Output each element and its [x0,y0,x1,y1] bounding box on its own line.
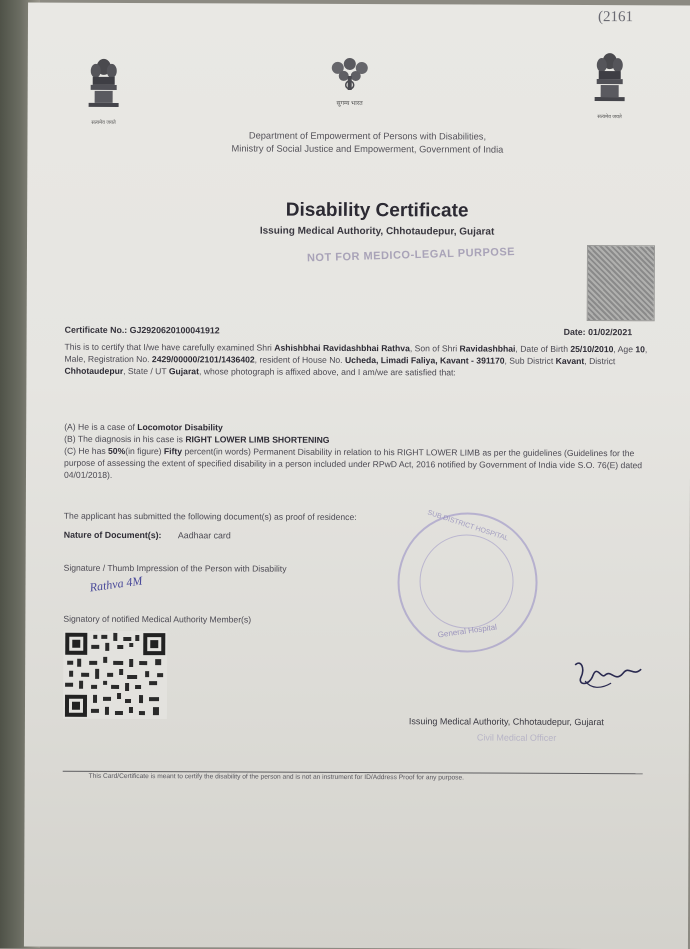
text: This is to certify that I/we have carefully examined Shri [64,341,272,353]
age: 10 [635,344,645,355]
left-emblem-caption: सत्यमेव जयते [91,119,116,126]
residence-proof-statement: The applicant has submitted the following document(s) as proof of residence: [63,510,357,522]
text: , State / UT [123,365,167,377]
state: Gujarat [168,366,199,377]
clause-c [64,445,664,484]
official-seal [397,509,538,653]
registration-number: 2429/00000/2101/1436402 [151,354,255,365]
text: , Son of Shri [409,343,458,354]
date-label: Date: [563,326,586,337]
national-emblem-icon [592,49,628,109]
text: , Sub District [504,355,554,366]
officer-signature [571,657,647,693]
nature-of-document [64,530,231,541]
text: , Male, Registration No. [64,344,648,365]
date-value: 01/02/2021 [588,327,633,338]
text: , resident of House No. [254,354,343,365]
address: Ucheda, Limadi Faliya, Kavant - 391170 [344,354,505,366]
text: percent(in words) Permanent Disability in relation to his [184,446,395,458]
applicant-signature: Rathva 4M [88,573,144,595]
disability-type: Locomotor Disability [137,422,223,433]
right-emblem-caption: सत्यमेव जयते [597,114,622,121]
disability-percent-words: Fifty [163,446,183,457]
issuing-authority-heading: Issuing Medical Authority, Chhotaudepur, Gujarat [259,225,495,238]
diagnosis: RIGHT LOWER LIMB SHORTENING [185,434,330,445]
text: (C) He has [64,445,106,456]
text: , Age [613,344,634,355]
logo-caption: सुगम्य भारत [336,100,363,108]
disability-percent: 50% [108,445,126,456]
certification-paragraph [64,341,664,380]
text: , Date of Birth [515,343,569,354]
not-for-medicolegal-stamp: NOT FOR MEDICO-LEGAL PURPOSE [306,246,516,265]
left-emblem [80,55,128,126]
qr-code [63,631,167,719]
right-emblem [586,49,634,120]
applicant-name: Ashishbhai Ravidashbhai Rathva [274,342,410,354]
accessible-india-logo [320,54,380,107]
faded-officer-stamp: Civil Medical Officer [476,732,557,743]
signatory-label: Signatory of notified Medical Authority Member(s) [63,613,252,625]
text: , whose photograph is affixed above, and I am/we are satisfied that: [198,366,456,378]
affected-limb: RIGHT LOWER LIMB [397,447,480,458]
date-of-birth: 25/10/2010 [570,343,614,355]
nature-value: Aadhaar card [177,530,231,541]
text: , District [584,355,616,367]
page-title: Disability Certificate [285,199,469,222]
department-line: Department of Empowerment of Persons with Disabilities, [248,130,487,142]
applicant-signature-label: Signature / Thumb Impression of the Person with Disability [63,562,287,574]
national-emblem-icon [86,55,122,115]
department-heading [167,129,567,157]
text: (in figure) [125,445,162,457]
seal-inner-text: General Hospital [437,622,498,640]
certificate-number [65,325,220,336]
text: (B) The diagnosis in his case is [64,433,183,445]
disability-clauses [64,421,664,484]
handwritten-serial: (2161 [597,9,634,26]
nature-label: Nature of Document(s): [63,529,162,541]
tree-logo-icon [322,54,378,94]
applicant-photo [587,245,655,321]
text: (A) He is a case of [64,421,135,433]
ministry-line: Ministry of Social Justice and Empowerment, Government of India [231,143,504,155]
certificate-page [24,3,690,949]
text: as per the guidelines (Guidelines for the purpose of assessing the extent of specified disability in a person included under RPwD Act, 2016 notified by Government of India vide S.O. 76(E) dated 04/01/2018). [63,447,643,480]
certificate-number-value: GJ2920620100041912 [129,325,220,336]
seal-inner-ring [419,534,513,628]
footer-disclaimer: This Card/Certificate is meant to certify the disability of the person and is not an instrument for ID/Address Proof for any purpose. [88,772,464,782]
district: Chhotaudepur [64,365,124,376]
certificate-date [564,327,633,337]
father-name: Ravidashbhai [459,343,516,354]
sub-district: Kavant [555,355,585,366]
certificate-number-label: Certificate No.: [64,324,128,335]
seal-ring-text: SUB DISTRICT HOSPITAL [426,509,510,543]
issuing-authority-signature-label: Issuing Medical Authority, Chhotaudepur, Gujarat [408,716,604,728]
